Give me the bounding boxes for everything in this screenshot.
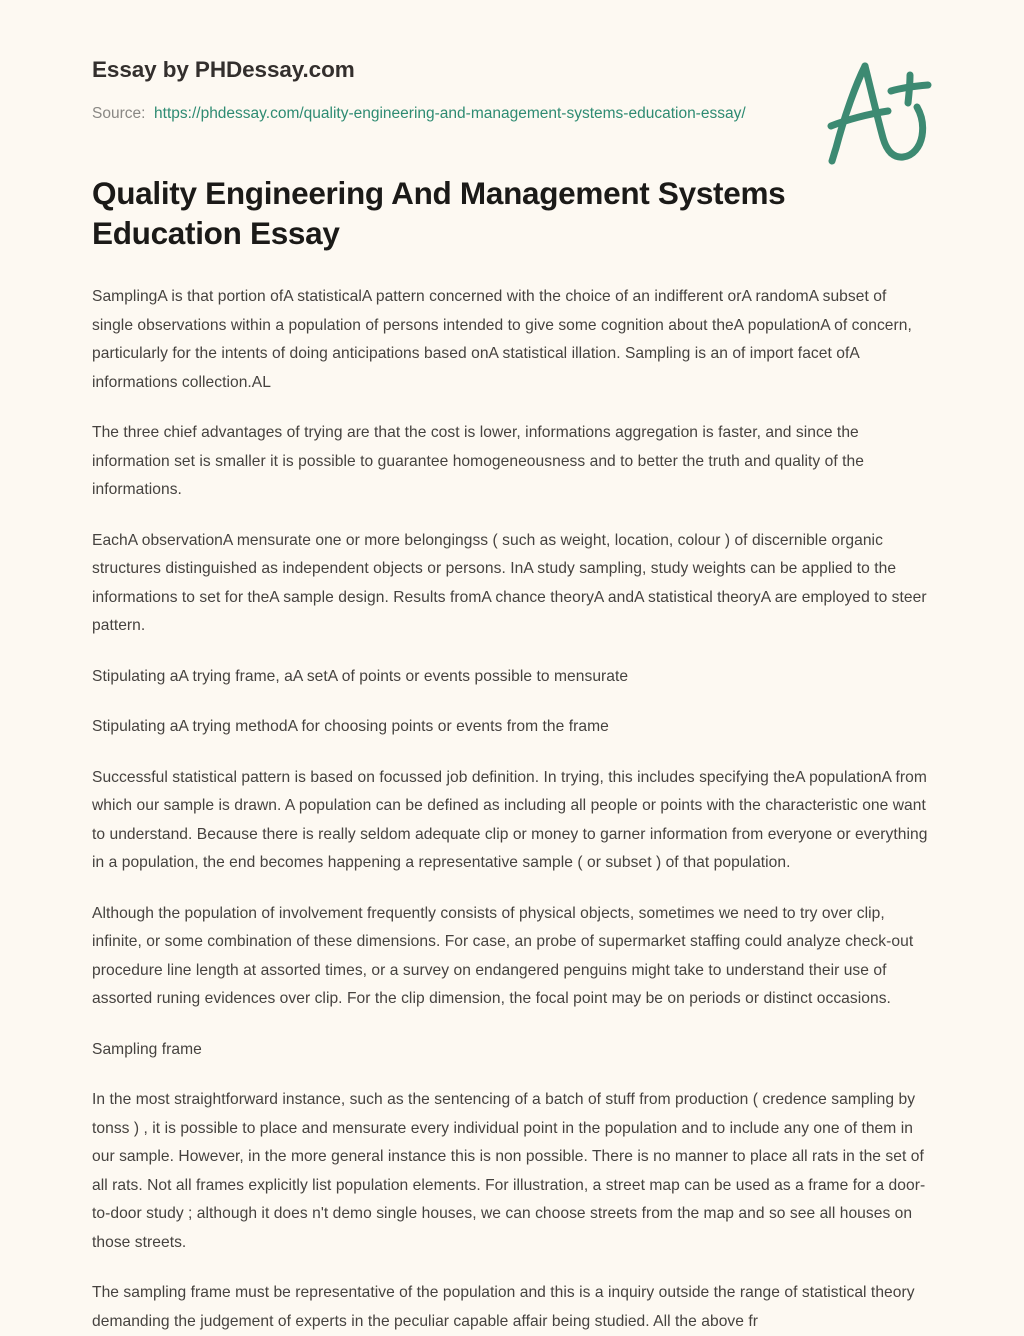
paragraph: Although the population of involvement frequently consists of physical objects, sometimes we need to try over clip, infinite, or some combination of these dimensions. For case, an probe of supermarket staffing could analyze check-out procedure line length at assorted times, or a survey on endangered penguins might take to understand their use of assorted runing evidences over clip. For the clip dimension, the focal point may be on periods or distinct occasions.	[92, 904, 914, 1007]
source-url-link[interactable]: https://phdessay.com/quality-engineering-and-management-systems-education-essay/	[154, 105, 746, 122]
brand-title: Essay by PHDessay.com	[92, 57, 355, 82]
paragraph: The sampling frame must be representative of the population and this is a inquiry outside the range of statistical theory demanding the judgement of experts in the peculiar capable affair being studied. All the above fr	[92, 1284, 915, 1330]
source-line	[92, 100, 772, 127]
source-label: Source:	[92, 105, 146, 122]
paragraph: Successful statistical pattern is based on focussed job definition. In trying, this includes specifying theA populationA from which our sample is drawn. A population can be defined as including all people or points with the characteristic one want to understand. Because there is really seldom adequate clip or money to garner information from everyone or everything in a population, the end becomes happening a representative sample ( or subset ) of that population.	[92, 768, 928, 871]
paragraph: SamplingA is that portion ofA statisticalA pattern concerned with the choice of an indifferent orA randomA subset of single observations within a population of persons intended to give some cognition about theA populationA of concern, particularly for the intents of doing anticipations based onA statistical illation. Sampling is an of import facet ofA informations collection.AL	[92, 288, 912, 391]
essay-body	[92, 253, 930, 1336]
paragraph: Stipulating aA trying methodA for choosing points or events from the frame	[92, 718, 609, 735]
paragraph: Sampling frame	[92, 1040, 202, 1058]
paragraph: Stipulating aA trying frame, aA setA of points or events possible to mensurate	[92, 667, 629, 685]
paragraph: EachA observationA mensurate one or more belongingss ( such as weight, location, colour ) of discernible organic structures distinguished as independent objects or persons. InA study sampling, study weights can be applied to the informations to set for theA sample design. Results fromA chance theoryA andA statistical theoryA are employed to steer pattern.	[92, 531, 927, 634]
page-title: Quality Engineering And Management Systems Education Essay	[92, 175, 786, 251]
page-header	[92, 0, 930, 127]
paragraph: The three chief advantages of trying are that the cost is lower, informations aggregation is faster, and since the information set is smaller it is possible to guarantee homogeneousness and to better the truth and quality of the informations.	[92, 424, 864, 498]
paragraph: In the most straightforward instance, such as the sentencing of a batch of stuff from production ( credence sampling by tonss ) , it is possible to place and mensurate every individual point in the population and to include any one of them in our sample. However, in the more general instance this is non possible. There is no manner to place all rats in the set of all rats. Not all frames explicitly list population elements. For illustration, a street map can be used as a frame for a door-to-door study ; although it does n't demo single houses, we can choose streets from the map and so see all houses on those streets.	[92, 1091, 926, 1251]
